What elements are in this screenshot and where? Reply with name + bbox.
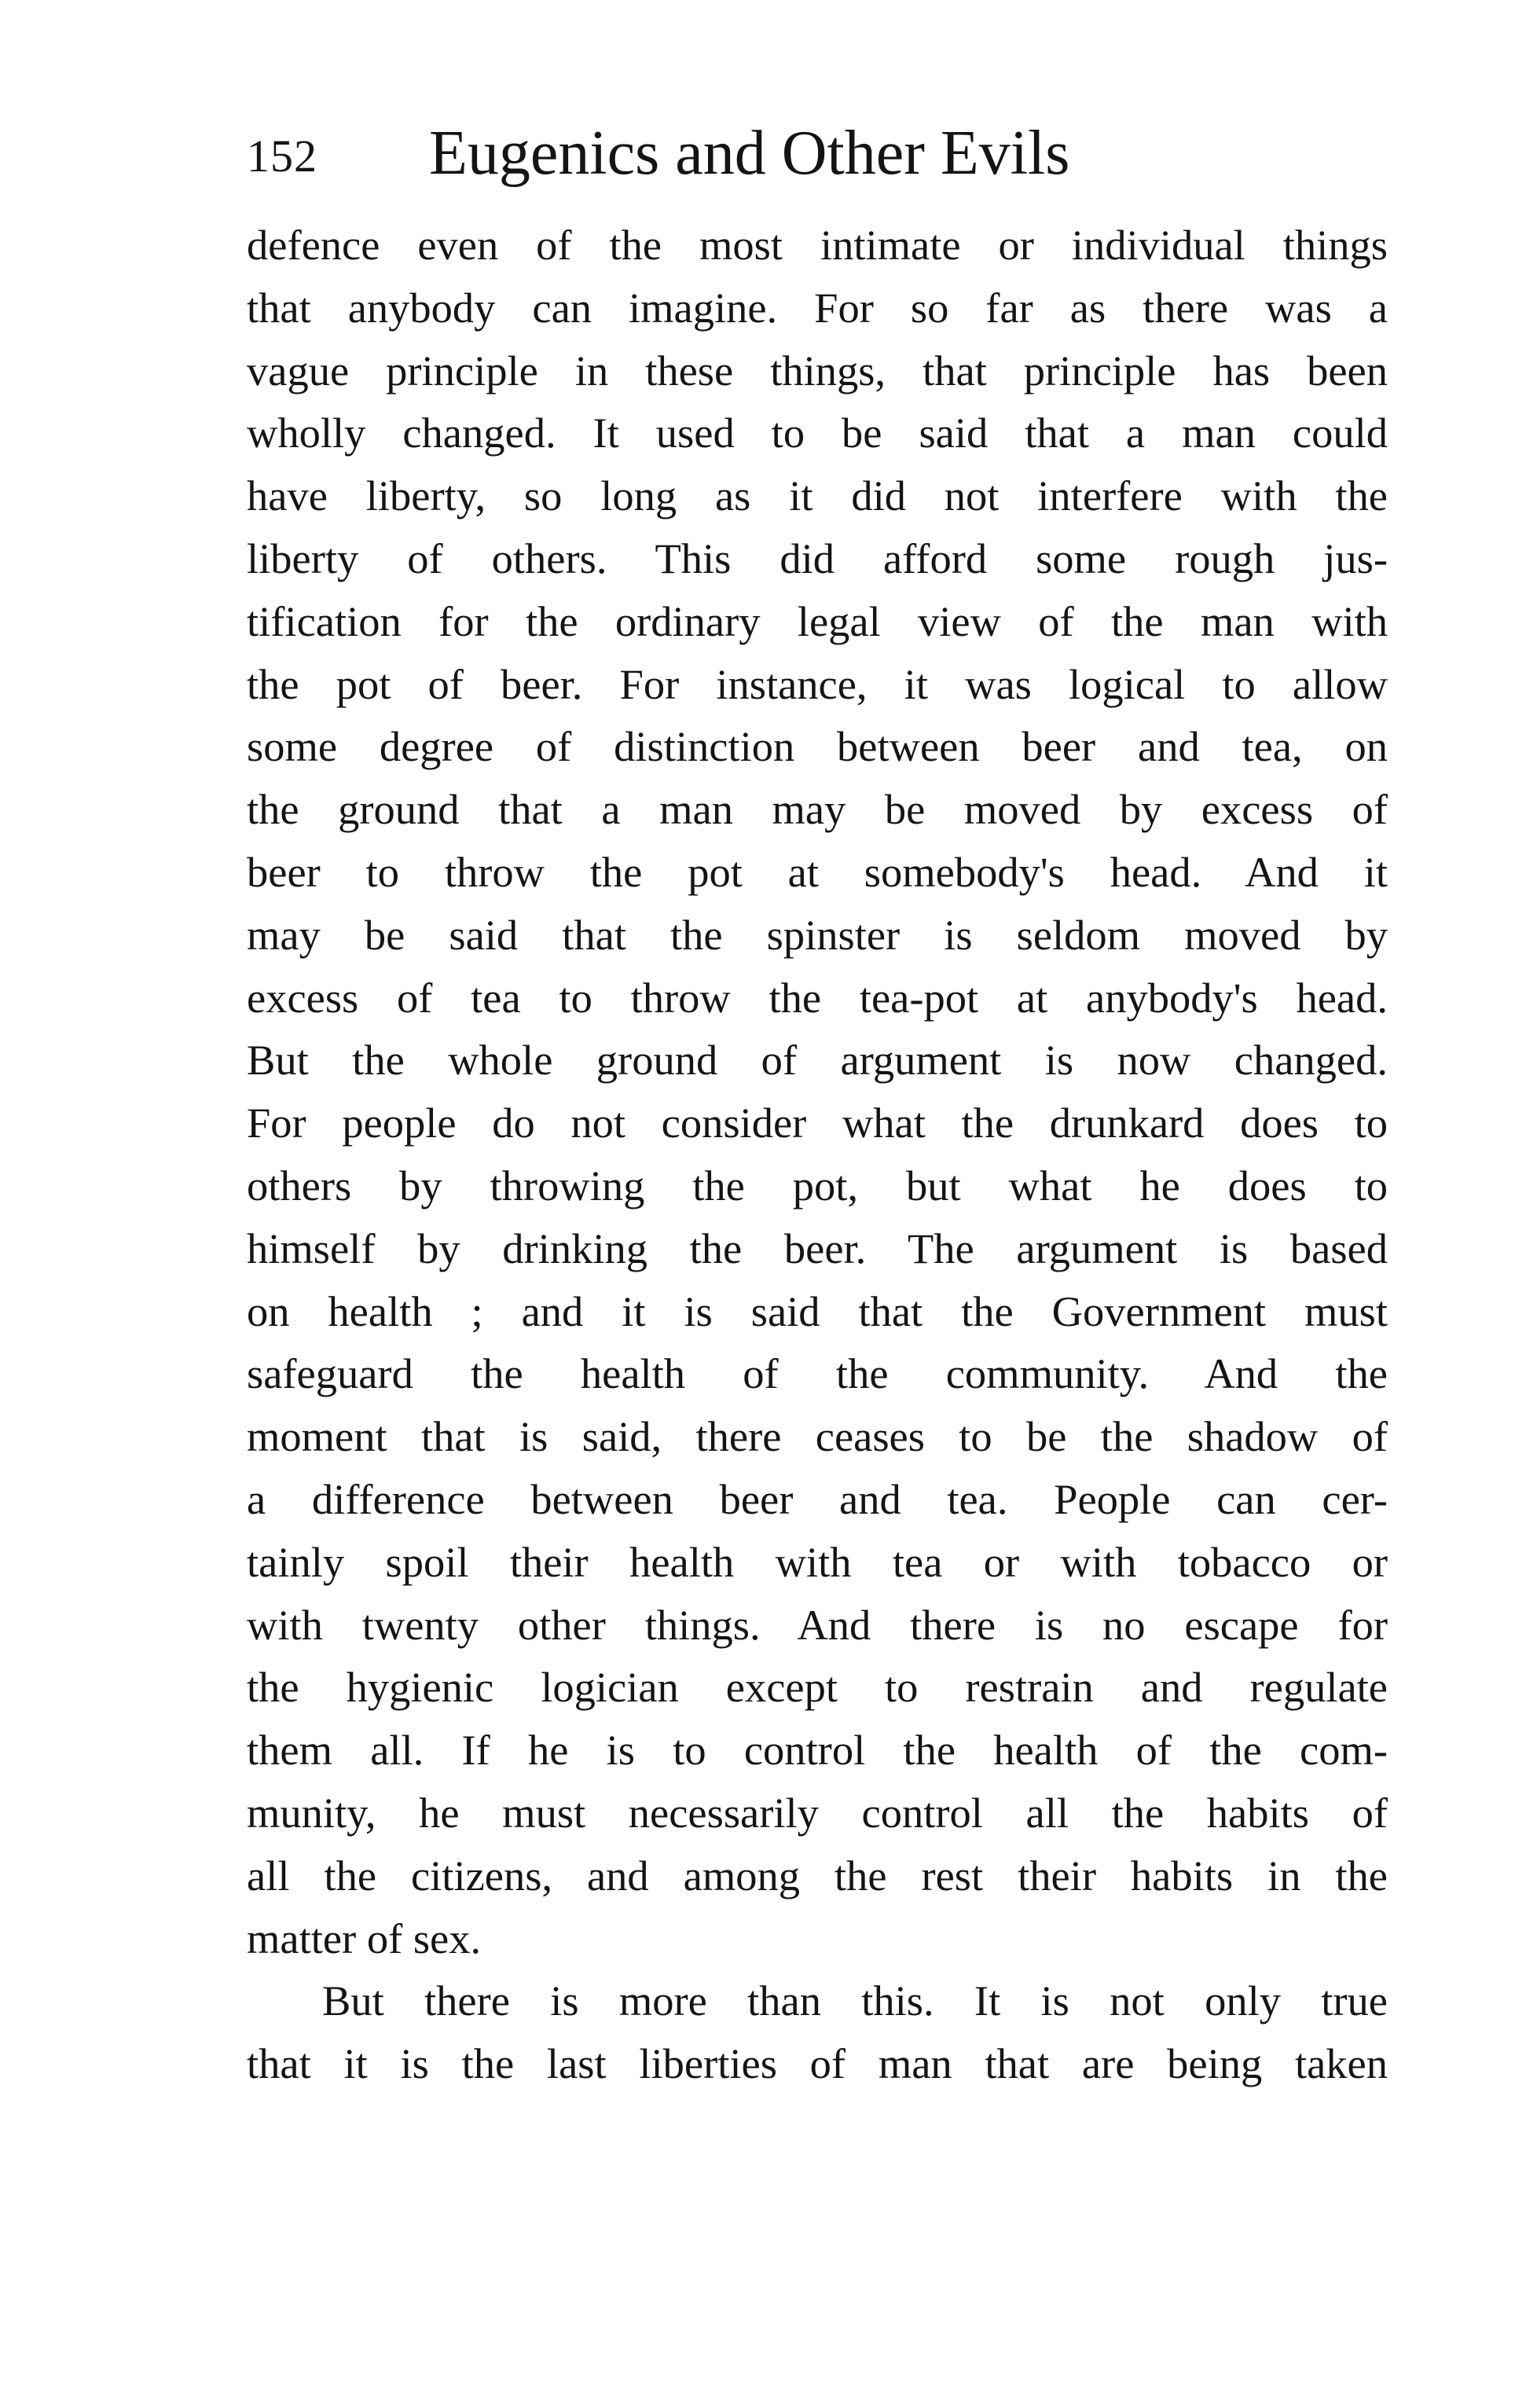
text-line: defence even of the most intimate or individual things xyxy=(247,221,1388,269)
text-line: matter of sex. xyxy=(247,1914,482,1962)
running-head xyxy=(247,110,1388,196)
text-line: have liberty, so long as it did not interfere with the xyxy=(247,472,1388,520)
text-line: munity, he must necessarily control all the habits of xyxy=(247,1788,1388,1837)
text-line: all the citizens, and among the rest their habits in the xyxy=(247,1851,1388,1900)
paragraph xyxy=(247,214,1388,1969)
text-line: moment that is said, there ceases to be the shadow of xyxy=(247,1412,1388,1461)
text-line: a difference between beer and tea. People can cer- xyxy=(247,1474,1388,1523)
text-line: may be said that the spinster is seldom moved by xyxy=(247,910,1388,959)
text-line: wholly changed. It used to be said that a man could xyxy=(247,409,1388,457)
page-number: 152 xyxy=(247,130,317,182)
text-line: himself by drinking the beer. The argument is based xyxy=(247,1224,1388,1272)
text-line: the ground that a man may be moved by excess of xyxy=(247,785,1388,834)
text-line: But there is more than this. It is not only true xyxy=(322,1977,1388,2025)
text-line: that it is the last liberties of man that are being taken xyxy=(247,2039,1388,2088)
text-line: them all. If he is to control the health of the com- xyxy=(247,1726,1388,1775)
text-line: others by throwing the pot, but what he does to xyxy=(247,1161,1388,1210)
text-line: But the whole ground of argument is now changed. xyxy=(247,1036,1388,1085)
body-text xyxy=(247,214,1388,2095)
text-line: on health ; and it is said that the Government must xyxy=(247,1287,1388,1335)
text-line: some degree of distinction between beer and tea, on xyxy=(247,722,1388,771)
text-line: liberty of others. This did afford some rough jus- xyxy=(247,534,1388,582)
text-line: the pot of beer. For instance, it was logical to allow xyxy=(247,659,1388,708)
text-line: safeguard the health of the community. And the xyxy=(247,1349,1388,1398)
text-line: with twenty other things. And there is no escape for xyxy=(247,1600,1388,1649)
paragraph xyxy=(247,1969,1388,2095)
text-line: that anybody can imagine. For so far as there was a xyxy=(247,283,1388,332)
text-line: For people do not consider what the drunkard does to xyxy=(247,1099,1388,1147)
running-title: Eugenics and Other Evils xyxy=(429,119,1070,188)
text-line: excess of tea to throw the tea-pot at anybody's head. xyxy=(247,973,1388,1022)
text-line: the hygienic logician except to restrain and regulate xyxy=(247,1663,1388,1712)
text-line: vague principle in these things, that principle has been xyxy=(247,346,1388,395)
text-line: beer to throw the pot at somebody's head. And it xyxy=(247,847,1388,896)
text-line: tification for the ordinary legal view of the man with xyxy=(247,596,1388,645)
text-line: tainly spoil their health with tea or with tobacco or xyxy=(247,1537,1388,1586)
